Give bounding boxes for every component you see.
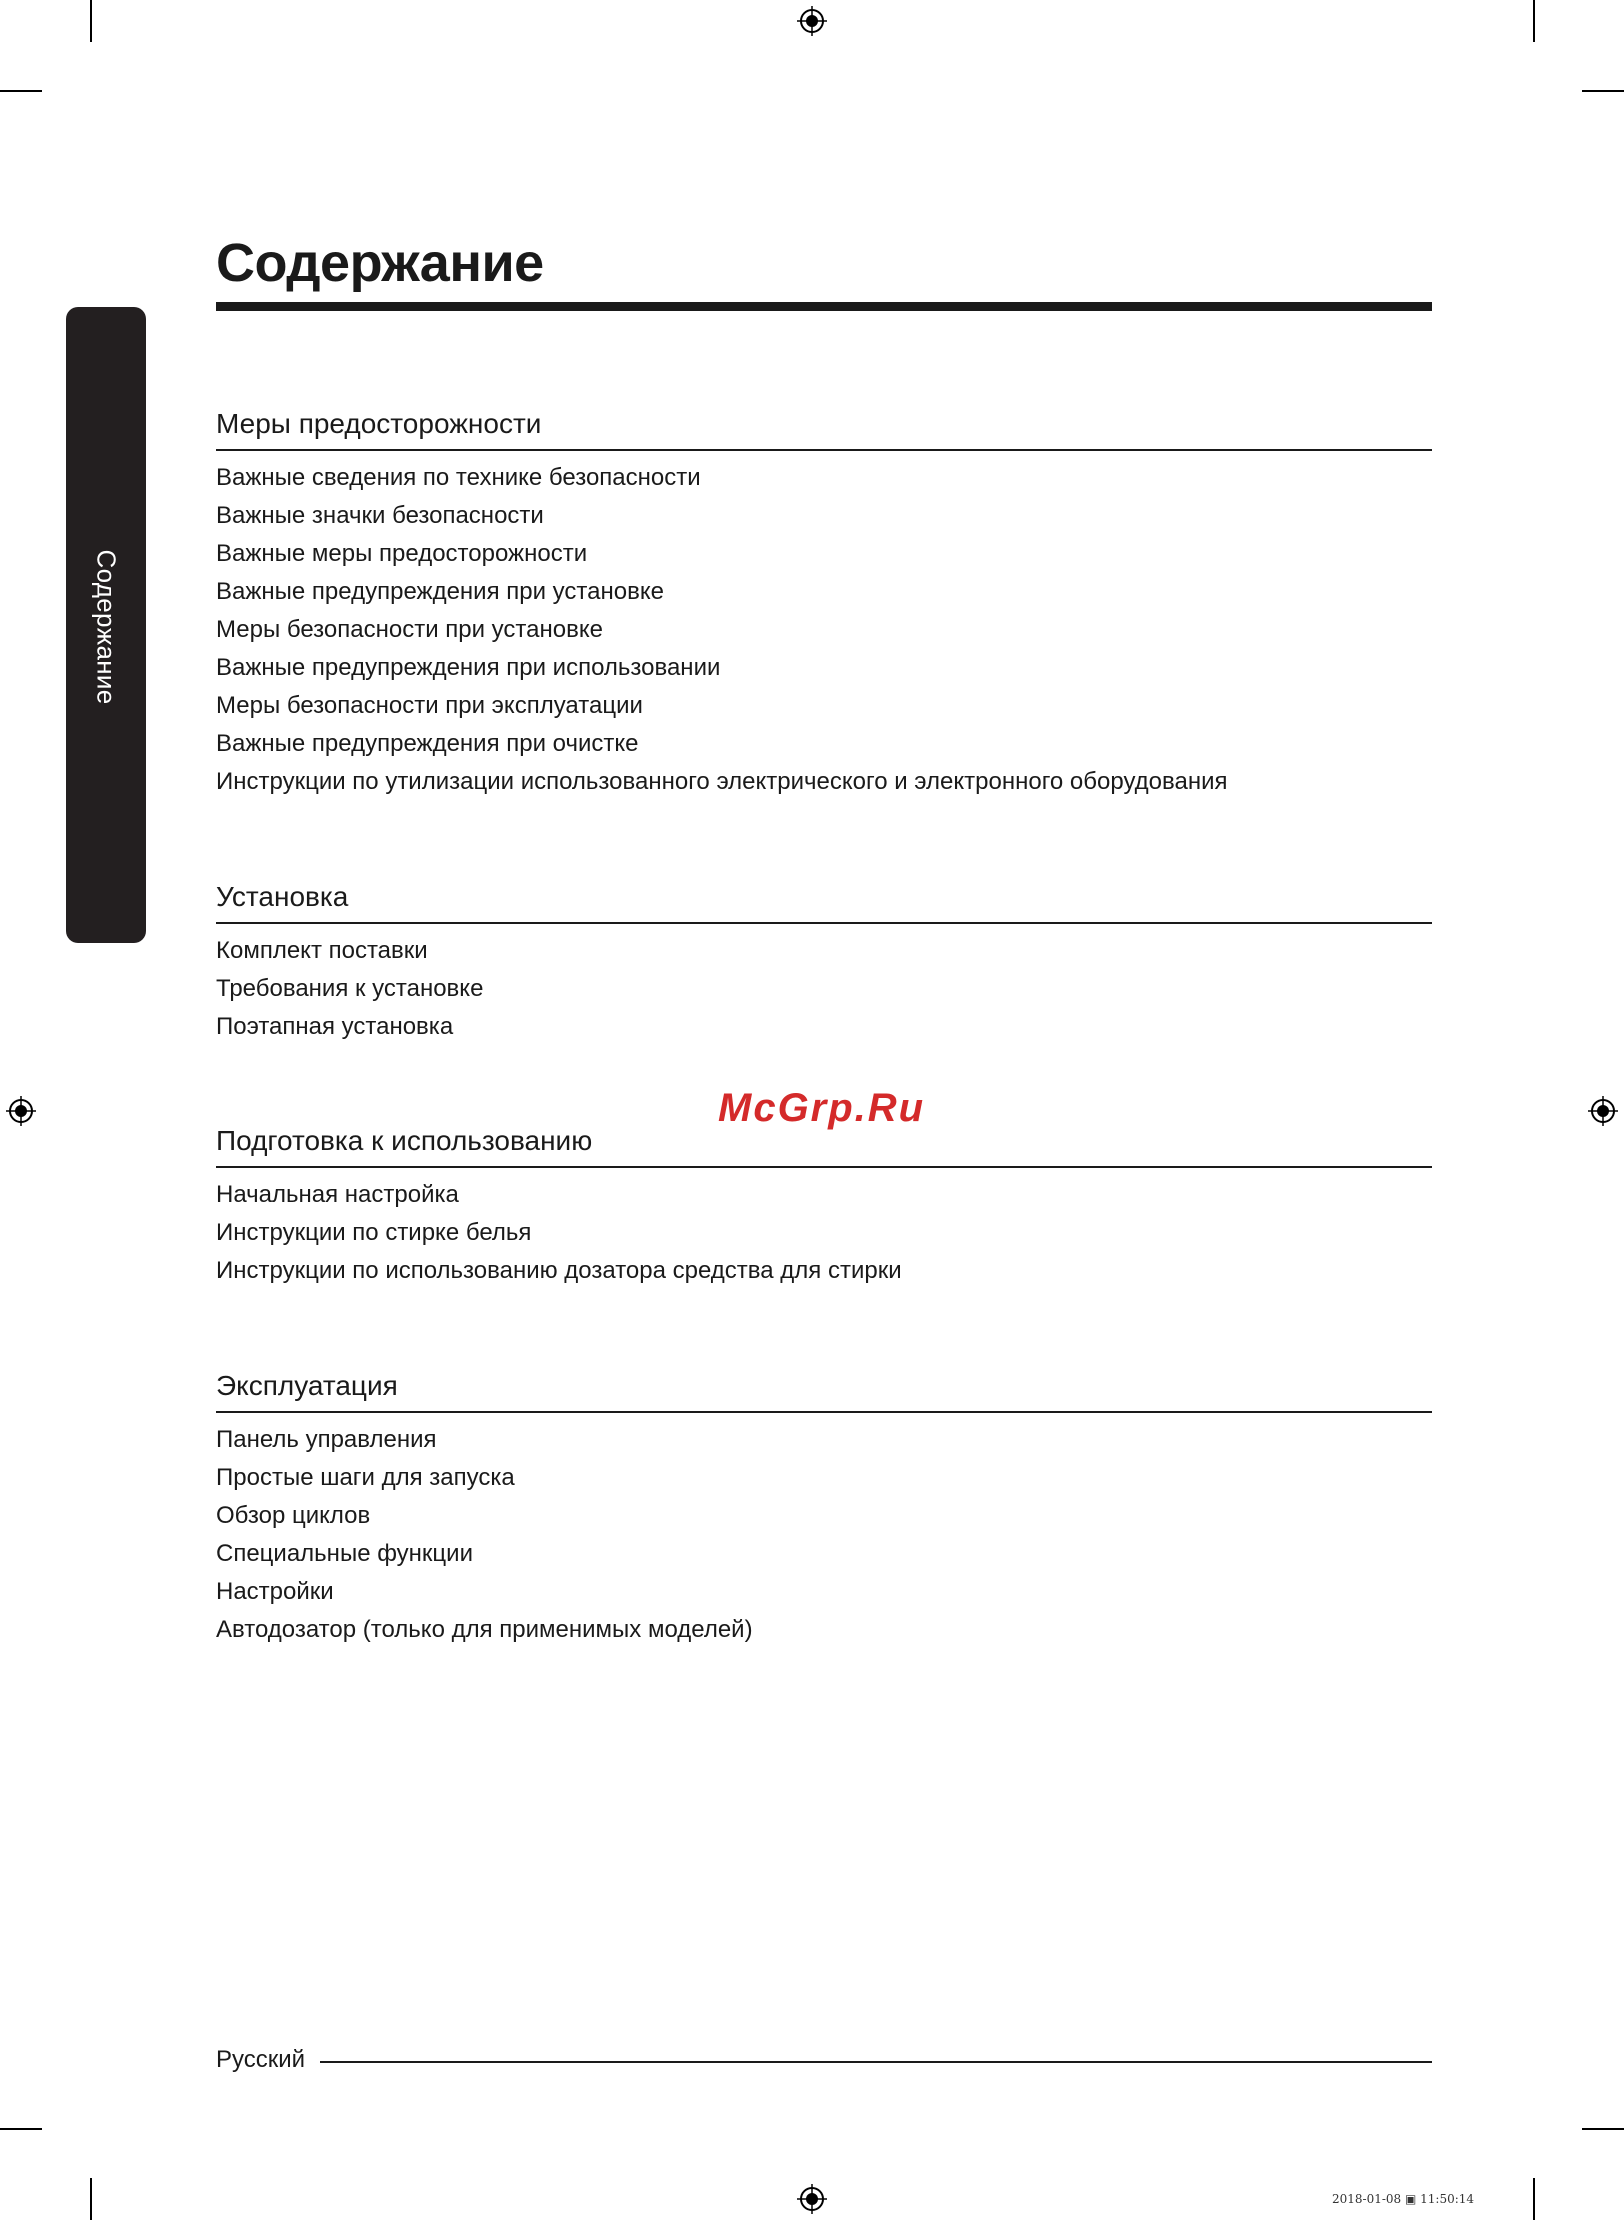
- toc-item[interactable]: Важные значки безопасности: [216, 502, 544, 529]
- section-installation: [216, 880, 1432, 1046]
- side-tab: [66, 307, 146, 943]
- crop-mark-top-left-h: [0, 90, 42, 92]
- section-preparation: [216, 1124, 1432, 1290]
- registration-mark-left-icon: [6, 1096, 36, 1126]
- toc-item[interactable]: Поэтапная установка: [216, 1013, 454, 1040]
- toc-item[interactable]: Автодозатор (только для применимых моделей): [216, 1616, 753, 1643]
- crop-mark-top-left-v: [90, 0, 92, 42]
- page-title: Содержание: [216, 233, 544, 293]
- section-header: Установка: [216, 880, 1432, 924]
- crop-mark-bottom-right-v: [1533, 2178, 1535, 2220]
- toc-item[interactable]: Простые шаги для запуска: [216, 1464, 515, 1491]
- toc-item[interactable]: Инструкции по использованию дозатора средства для стирки: [216, 1257, 902, 1284]
- section-safety: [216, 407, 1432, 801]
- toc-item[interactable]: Панель управления: [216, 1426, 437, 1453]
- toc-item[interactable]: Важные сведения по технике безопасности: [216, 464, 701, 491]
- toc-item[interactable]: Важные предупреждения при использовании: [216, 654, 721, 681]
- toc-item[interactable]: Инструкции по стирке белья: [216, 1219, 532, 1246]
- toc-list: [216, 451, 1432, 801]
- toc-list: [216, 1413, 1432, 1649]
- toc-item[interactable]: Настройки: [216, 1578, 334, 1605]
- toc-item[interactable]: Важные предупреждения при очистке: [216, 730, 639, 757]
- toc-item[interactable]: Требования к установке: [216, 975, 484, 1002]
- footer-rule: [320, 2061, 1432, 2063]
- toc-list: [216, 1168, 1432, 1290]
- crop-mark-bottom-right-h: [1582, 2128, 1624, 2130]
- toc-list: [216, 924, 1432, 1046]
- toc-item[interactable]: Важные меры предосторожности: [216, 540, 588, 567]
- print-stamp: 2018-01-08 ▣ 11:50:14: [1332, 2192, 1475, 2206]
- crop-mark-top-right-h: [1582, 90, 1624, 92]
- section-header: Меры предосторожности: [216, 407, 1432, 451]
- registration-mark-top-icon: [797, 6, 827, 36]
- toc-item[interactable]: Инструкции по утилизации использованного электрического и электронного оборудования: [216, 768, 1228, 795]
- section-header: Подготовка к использованию: [216, 1124, 1432, 1168]
- registration-mark-right-icon: [1588, 1096, 1618, 1126]
- toc-item[interactable]: Комплект поставки: [216, 937, 428, 964]
- crop-mark-bottom-left-v: [90, 2178, 92, 2220]
- footer-language: Русский: [216, 2046, 306, 2073]
- crop-mark-bottom-left-h: [0, 2128, 42, 2130]
- toc-item[interactable]: Обзор циклов: [216, 1502, 371, 1529]
- toc-item[interactable]: Специальные функции: [216, 1540, 473, 1567]
- toc-item[interactable]: Меры безопасности при установке: [216, 616, 603, 643]
- watermark: McGrp.Ru: [718, 1086, 926, 1130]
- side-tab-label: Содержание: [91, 549, 122, 705]
- toc-item[interactable]: Меры безопасности при эксплуатации: [216, 692, 643, 719]
- section-header: Эксплуатация: [216, 1369, 1432, 1413]
- toc-item[interactable]: Начальная настройка: [216, 1181, 459, 1208]
- section-operation: [216, 1369, 1432, 1649]
- toc-item[interactable]: Важные предупреждения при установке: [216, 578, 664, 605]
- title-rule: [216, 302, 1432, 311]
- crop-mark-top-right-v: [1533, 0, 1535, 42]
- registration-mark-bottom-icon: [797, 2184, 827, 2214]
